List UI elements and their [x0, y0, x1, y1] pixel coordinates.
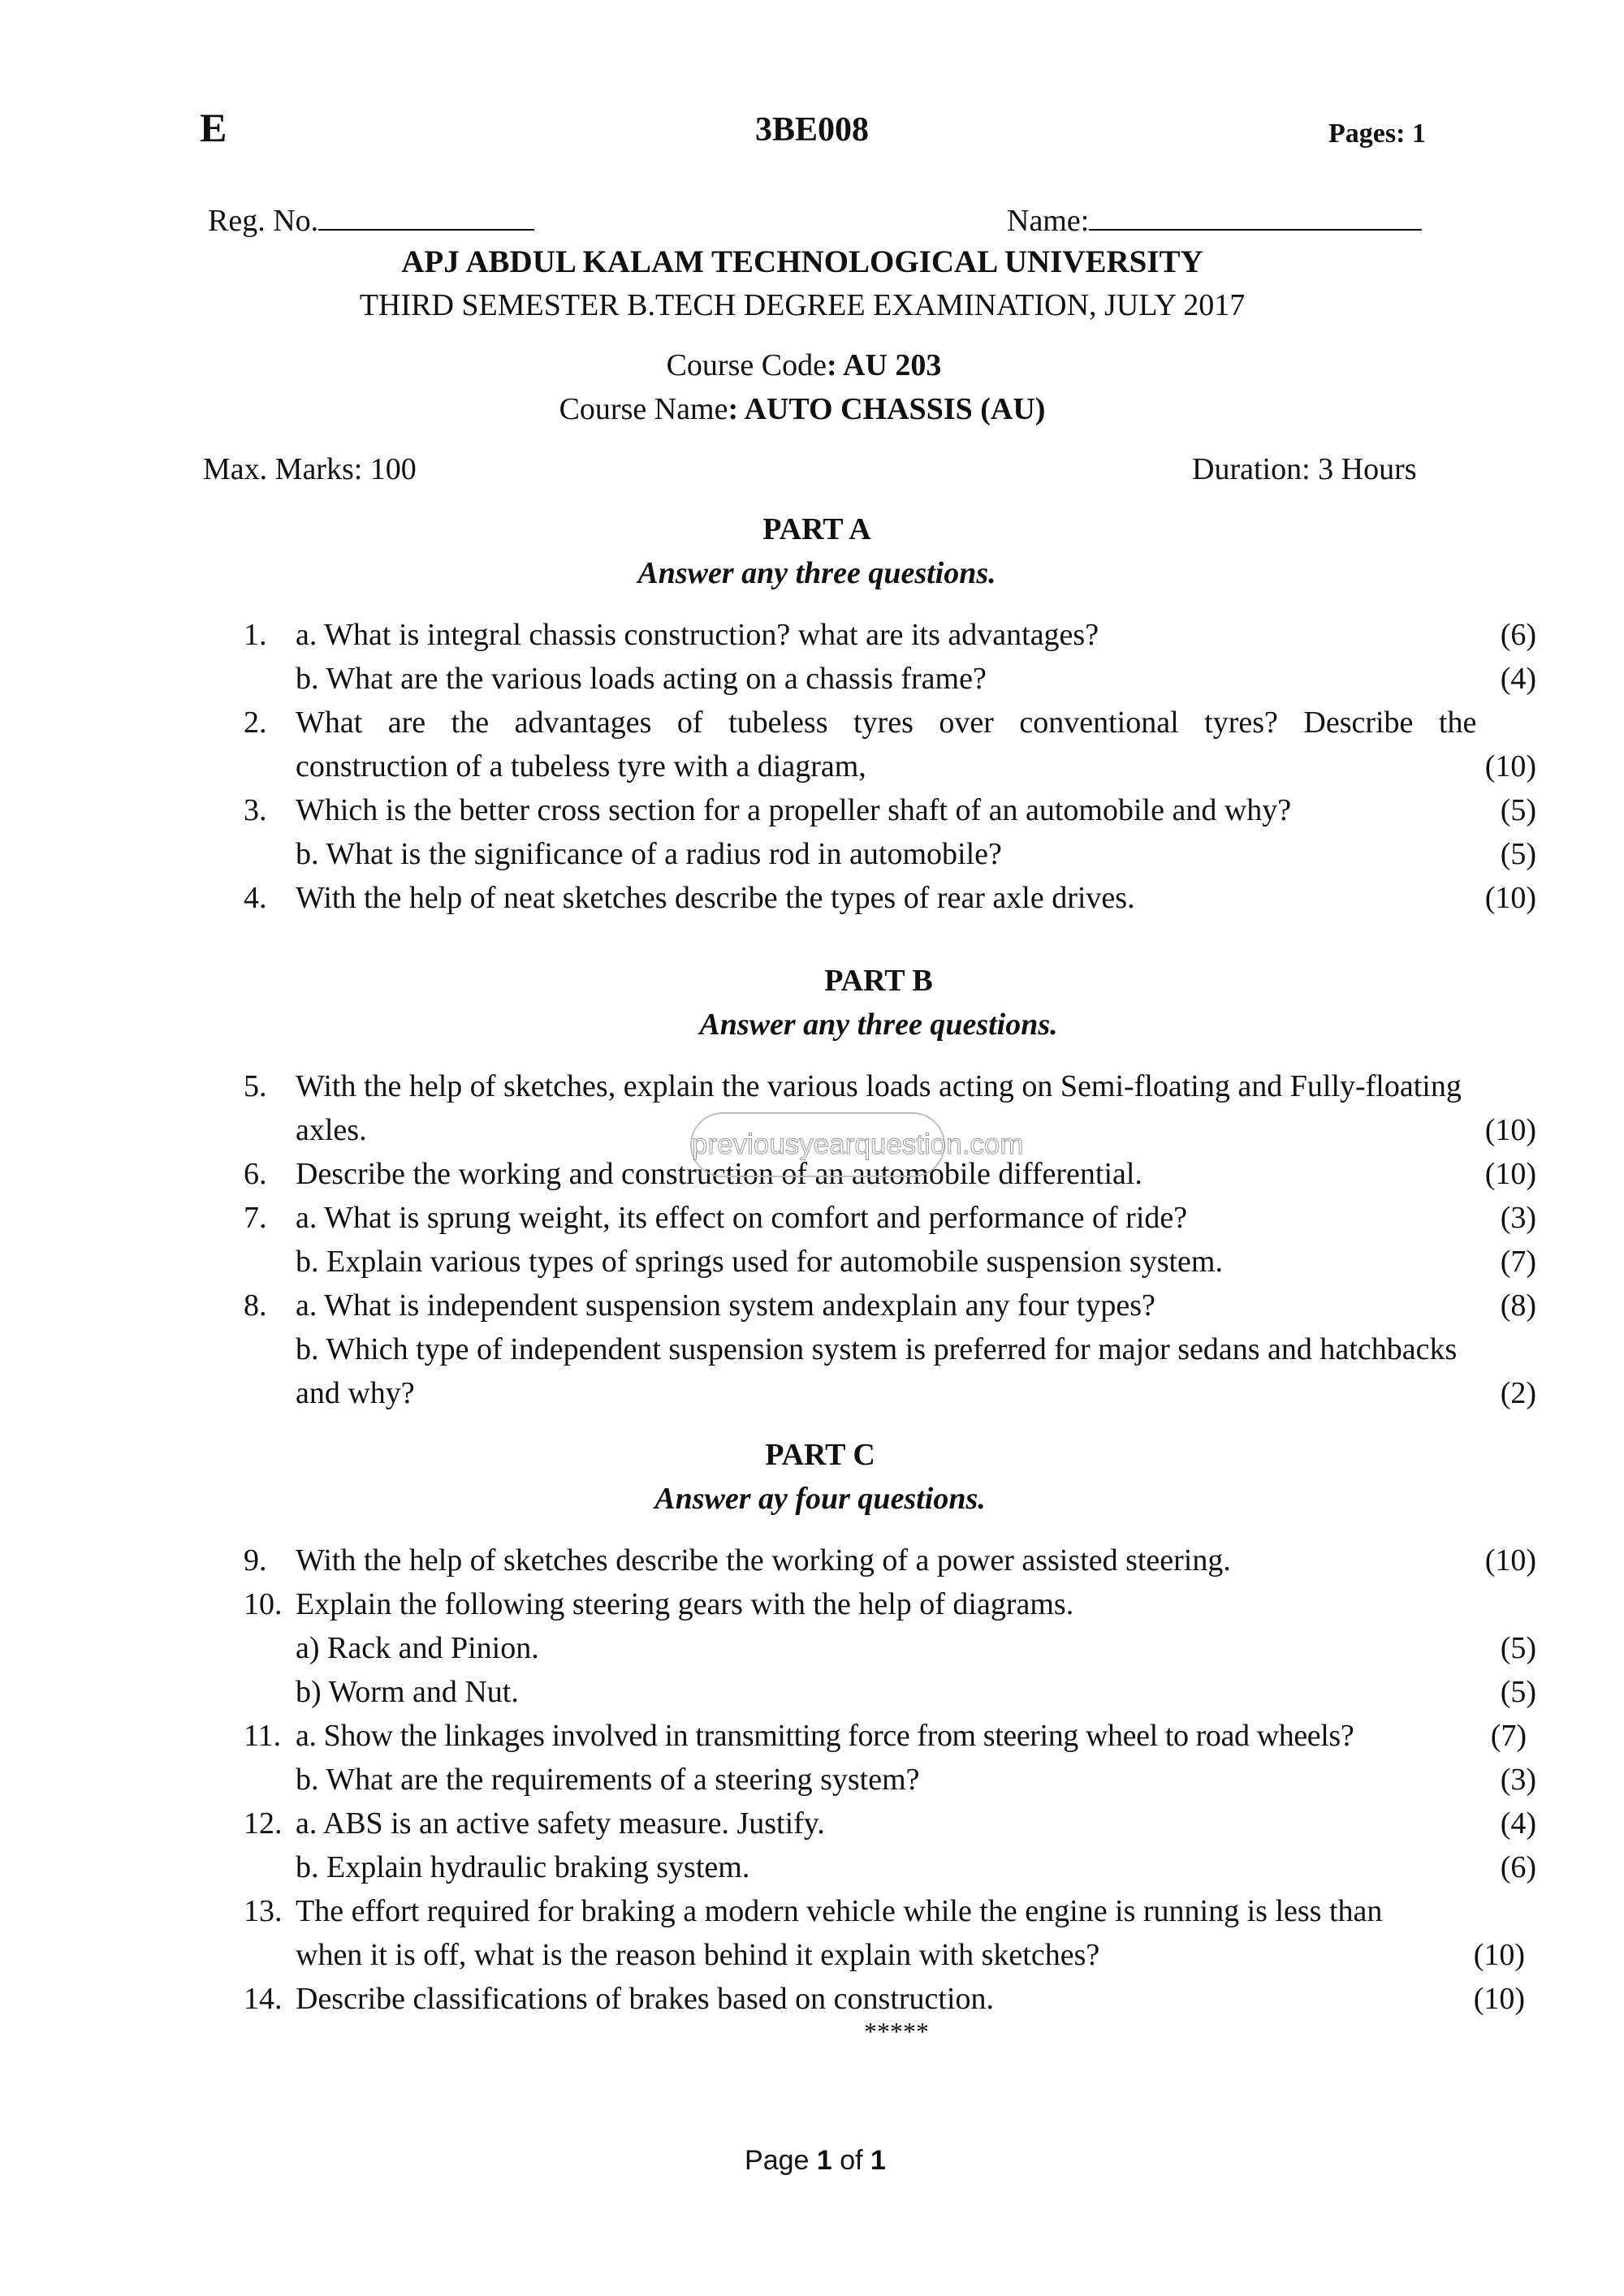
question-text: a. What is sprung weight, its effect on comfort and performance of ride?	[296, 1201, 1188, 1235]
question-text: a) Rack and Pinion.	[296, 1631, 539, 1665]
question-text: The effort required for braking a modern vehicle while the engine is running is less than	[296, 1894, 1383, 1928]
question-text: a. What is integral chassis construction? what are its advantages?	[296, 618, 1099, 652]
question-marks: (10)	[1473, 1982, 1525, 2016]
question-marks: (4)	[1500, 662, 1536, 696]
question-line	[244, 836, 1543, 880]
question-line	[244, 1586, 1543, 1630]
part-c-title: PART C	[765, 1438, 875, 1472]
question-line	[244, 661, 1543, 705]
reg-no-label: Reg. No.	[208, 204, 319, 238]
question-line	[244, 1288, 1543, 1331]
question-line	[244, 1762, 1543, 1806]
part-b-instruction: Answer any three questions.	[699, 1008, 1058, 1042]
question-line	[244, 1849, 1543, 1893]
question-number: 4.	[244, 881, 267, 915]
page-footer	[3, 2145, 1624, 2177]
question-marks: (7)	[1490, 1719, 1527, 1753]
footer-prefix: Page	[745, 2145, 817, 2176]
question-text: With the help of sketches, explain the various loads acting on Semi-floating and Fully-floating	[296, 1069, 1462, 1103]
question-line	[244, 1244, 1543, 1288]
question-line	[244, 1630, 1543, 1674]
set-letter: E	[200, 105, 227, 150]
footer-middle: of	[831, 2145, 871, 2176]
question-line	[244, 1543, 1543, 1586]
course-code	[0, 347, 1616, 383]
question-line	[244, 1200, 1543, 1244]
course-code-label: Course Code	[666, 348, 827, 382]
question-marks: (2)	[1500, 1376, 1536, 1410]
question-number: 13.	[244, 1894, 283, 1928]
question-number: 5.	[244, 1069, 267, 1103]
question-line	[244, 1375, 1543, 1419]
question-line	[244, 617, 1543, 661]
question-marks: (6)	[1500, 1850, 1536, 1884]
question-text: and why?	[296, 1376, 415, 1410]
question-text: b. What are the requirements of a steering system?	[296, 1763, 920, 1797]
question-line	[244, 749, 1543, 792]
question-marks: (10)	[1484, 1543, 1536, 1577]
paper-code: 3BE008	[754, 111, 870, 149]
footer-current-page: 1	[816, 2145, 832, 2176]
course-code-value: : AU 203	[826, 348, 942, 382]
question-number: 11.	[244, 1719, 282, 1753]
question-text: Explain the following steering gears with the help of diagrams.	[296, 1587, 1074, 1621]
footer-total-pages: 1	[870, 2145, 886, 2176]
question-number: 12.	[244, 1806, 283, 1841]
question-text: b. Explain hydraulic braking system.	[296, 1850, 750, 1884]
question-line	[244, 792, 1543, 836]
question-marks: (4)	[1500, 1806, 1536, 1841]
question-marks: (10)	[1484, 881, 1536, 915]
question-text: construction of a tubeless tyre with a diagram,	[296, 749, 866, 783]
exam-title: THIRD SEMESTER B.TECH DEGREE EXAMINATION, JULY 2017	[359, 288, 1246, 322]
part-c-instruction: Answer ay four questions.	[654, 1482, 986, 1516]
question-marks: (7)	[1500, 1245, 1536, 1279]
question-line	[244, 1068, 1543, 1112]
question-marks: (5)	[1500, 1675, 1536, 1709]
question-text: b) Worm and Nut.	[296, 1675, 519, 1709]
question-marks: (5)	[1500, 837, 1536, 871]
question-number: 6.	[244, 1157, 267, 1191]
question-number: 14.	[244, 1982, 283, 2016]
part-a-title: PART A	[762, 512, 871, 546]
reg-no-field	[208, 200, 534, 239]
question-marks: (8)	[1500, 1288, 1536, 1323]
question-marks: (5)	[1500, 1631, 1536, 1665]
question-number: 8.	[244, 1288, 267, 1323]
question-line	[244, 1893, 1543, 1937]
question-text: What are the advantages of tubeless tyres over conventional tyres? Describe the	[296, 706, 1477, 740]
question-line	[244, 1718, 1543, 1762]
question-line	[244, 1674, 1543, 1718]
question-line	[244, 1806, 1543, 1849]
max-marks: Max. Marks: 100	[203, 452, 417, 486]
question-text: b. What are the various loads acting on a chassis frame?	[296, 662, 987, 696]
university-name: APJ ABDUL KALAM TECHNOLOGICAL UNIVERSITY	[401, 244, 1203, 279]
part-a-instruction: Answer any three questions.	[637, 556, 996, 590]
question-number: 9.	[244, 1543, 267, 1577]
question-text: axles.	[296, 1113, 367, 1147]
end-of-paper-mark: *****	[864, 2017, 929, 2046]
question-marks: (10)	[1484, 749, 1536, 783]
question-text: With the help of sketches describe the working of a power assisted steering.	[296, 1543, 1231, 1577]
course-name	[0, 391, 1614, 427]
question-line	[244, 1937, 1543, 1981]
reg-no-blank	[318, 200, 534, 231]
question-text: a. What is independent suspension system andexplain any four types?	[296, 1288, 1155, 1323]
question-marks: (10)	[1473, 1938, 1525, 1972]
question-marks: (10)	[1484, 1157, 1536, 1191]
part-b-title: PART B	[824, 964, 933, 998]
question-marks: (10)	[1484, 1113, 1536, 1147]
question-text: Describe the working and construction of an automobile differential.	[296, 1157, 1142, 1191]
question-text: With the help of neat sketches describe the types of rear axle drives.	[296, 881, 1135, 915]
name-blank	[1089, 200, 1422, 231]
question-line	[244, 705, 1543, 749]
question-marks: (3)	[1500, 1763, 1536, 1797]
question-text: b. Explain various types of springs used for automobile suspension system.	[296, 1245, 1223, 1279]
question-marks: (6)	[1500, 618, 1536, 652]
question-text: Which is the better cross section for a propeller shaft of an automobile and why?	[296, 793, 1292, 827]
question-text: a. Show the linkages involved in transmitting force from steering wheel to road wheels?	[296, 1719, 1354, 1753]
question-marks: (5)	[1500, 793, 1536, 827]
question-number: 3.	[244, 793, 267, 827]
course-name-value: : AUTO CHASSIS (AU)	[728, 392, 1046, 426]
question-number: 7.	[244, 1201, 267, 1235]
question-number: 2.	[244, 706, 267, 740]
question-line	[244, 1331, 1543, 1375]
course-name-label: Course Name	[559, 392, 728, 426]
question-line	[244, 880, 1543, 924]
pages-count: Pages: 1	[1328, 119, 1426, 149]
question-text: b. What is the significance of a radius rod in automobile?	[296, 837, 1002, 871]
question-text: b. Which type of independent suspension system is preferred for major sedans and hatchbacks	[296, 1332, 1458, 1366]
question-text: a. ABS is an active safety measure. Justify.	[296, 1806, 825, 1841]
name-label: Name:	[1007, 204, 1090, 238]
watermark-logo: previousyearquestion.com	[690, 1112, 945, 1177]
question-number: 10.	[244, 1587, 283, 1621]
question-text: when it is off, what is the reason behind it explain with sketches?	[296, 1938, 1100, 1972]
question-number: 1.	[244, 618, 267, 652]
name-field	[1007, 200, 1422, 239]
duration: Duration: 3 Hours	[1192, 452, 1417, 486]
question-marks: (3)	[1500, 1201, 1536, 1235]
question-text: Describe classifications of brakes based on construction.	[296, 1982, 995, 2016]
